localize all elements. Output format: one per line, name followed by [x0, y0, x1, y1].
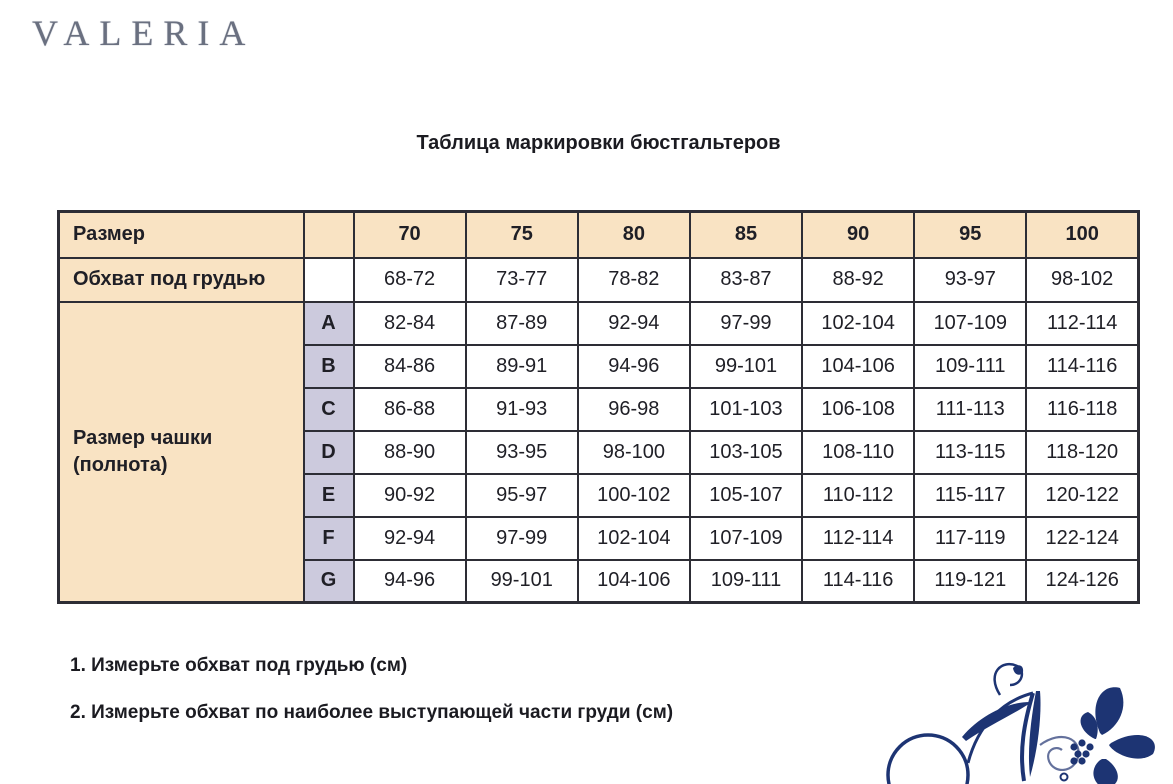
range-cell: 107-109 [690, 517, 802, 560]
instruction-item: 2. Измерьте обхват по наиболее выступающей части груди (см) [70, 702, 674, 723]
instruction-item: 1. Измерьте обхват под грудью (см) [70, 655, 408, 676]
cup-letter-cell: E [304, 474, 354, 517]
cup-letter-cell: G [304, 560, 354, 603]
empty-cell [304, 212, 354, 258]
range-cell: 83-87 [690, 258, 802, 302]
cup-section-label: Размер чашки (полнота) [59, 302, 304, 603]
range-cell: 93-97 [914, 258, 1026, 302]
range-cell: 68-72 [354, 258, 466, 302]
range-cell: 99-101 [690, 345, 802, 388]
floral-flourish-icon [850, 653, 1173, 784]
range-cell: 107-109 [914, 302, 1026, 345]
cup-letter-cell: A [304, 302, 354, 345]
col-header-cell: 90 [802, 212, 914, 258]
range-cell: 105-107 [690, 474, 802, 517]
col-header-cell: 85 [690, 212, 802, 258]
col-header-cell: 70 [354, 212, 466, 258]
range-cell: 91-93 [466, 388, 578, 431]
page-title: Таблица маркировки бюстгальтеров [416, 132, 781, 154]
measurement-instructions [70, 656, 830, 750]
range-cell: 116-118 [1026, 388, 1138, 431]
range-cell: 109-111 [914, 345, 1026, 388]
range-cell: 82-84 [354, 302, 466, 345]
range-cell: 98-100 [578, 431, 690, 474]
underbust-row-label: Обхват под грудью [59, 258, 304, 302]
cup-letter-cell: C [304, 388, 354, 431]
cup-letter-cell: D [304, 431, 354, 474]
table-row-underbust [59, 258, 1139, 302]
range-cell: 86-88 [354, 388, 466, 431]
range-cell: 110-112 [802, 474, 914, 517]
range-cell: 112-114 [802, 517, 914, 560]
range-cell: 93-95 [466, 431, 578, 474]
range-cell: 73-77 [466, 258, 578, 302]
range-cell: 114-116 [1026, 345, 1138, 388]
range-cell: 113-115 [914, 431, 1026, 474]
bra-size-table [57, 210, 1140, 604]
empty-cell [304, 258, 354, 302]
range-cell: 101-103 [690, 388, 802, 431]
range-cell: 97-99 [466, 517, 578, 560]
range-cell: 104-106 [802, 345, 914, 388]
range-cell: 109-111 [690, 560, 802, 603]
size-row-label: Размер [59, 212, 304, 258]
range-cell: 102-104 [578, 517, 690, 560]
range-cell: 111-113 [914, 388, 1026, 431]
range-cell: 104-106 [578, 560, 690, 603]
range-cell: 94-96 [578, 345, 690, 388]
range-cell: 90-92 [354, 474, 466, 517]
col-header-cell: 75 [466, 212, 578, 258]
range-cell: 89-91 [466, 345, 578, 388]
range-cell: 99-101 [466, 560, 578, 603]
range-cell: 88-92 [802, 258, 914, 302]
table-row-size [59, 212, 1139, 258]
range-cell: 120-122 [1026, 474, 1138, 517]
col-header-cell: 80 [578, 212, 690, 258]
col-header-cell: 100 [1026, 212, 1138, 258]
table-row-cup-a [59, 302, 1139, 345]
range-cell: 112-114 [1026, 302, 1138, 345]
range-cell: 92-94 [354, 517, 466, 560]
range-cell: 122-124 [1026, 517, 1138, 560]
range-cell: 103-105 [690, 431, 802, 474]
range-cell: 97-99 [690, 302, 802, 345]
range-cell: 117-119 [914, 517, 1026, 560]
cup-letter-cell: B [304, 345, 354, 388]
range-cell: 84-86 [354, 345, 466, 388]
range-cell: 92-94 [578, 302, 690, 345]
range-cell: 94-96 [354, 560, 466, 603]
range-cell: 95-97 [466, 474, 578, 517]
range-cell: 100-102 [578, 474, 690, 517]
range-cell: 124-126 [1026, 560, 1138, 603]
range-cell: 102-104 [802, 302, 914, 345]
range-cell: 118-120 [1026, 431, 1138, 474]
cup-letter-cell: F [304, 517, 354, 560]
range-cell: 78-82 [578, 258, 690, 302]
range-cell: 106-108 [802, 388, 914, 431]
range-cell: 119-121 [914, 560, 1026, 603]
range-cell: 98-102 [1026, 258, 1138, 302]
range-cell: 96-98 [578, 388, 690, 431]
range-cell: 114-116 [802, 560, 914, 603]
range-cell: 88-90 [354, 431, 466, 474]
range-cell: 115-117 [914, 474, 1026, 517]
range-cell: 87-89 [466, 302, 578, 345]
brand-logo: VALERIA [32, 13, 256, 53]
range-cell: 108-110 [802, 431, 914, 474]
col-header-cell: 95 [914, 212, 1026, 258]
